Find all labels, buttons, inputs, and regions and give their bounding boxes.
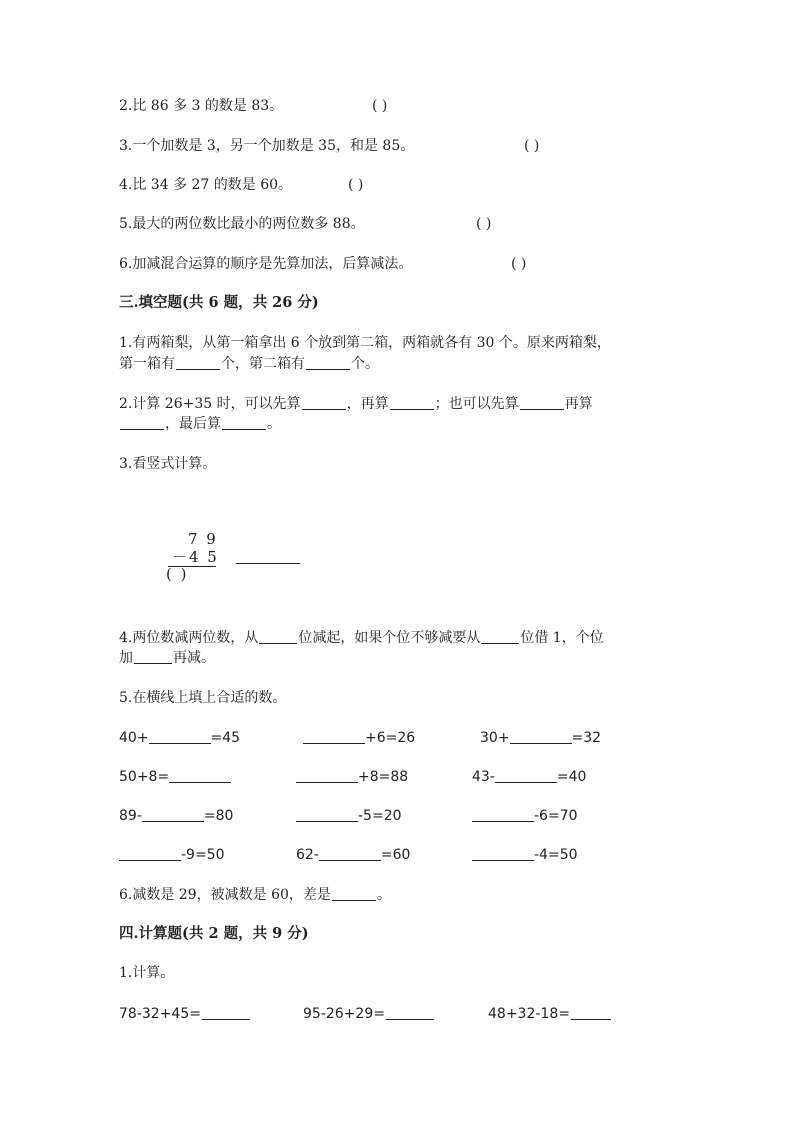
equation-cell: -6=70 bbox=[472, 806, 578, 826]
answer-blank[interactable] bbox=[303, 729, 365, 744]
equation-cell: 43- =40 bbox=[472, 769, 587, 785]
fill-q4-line2: 加 再减。 bbox=[119, 650, 215, 666]
section-3-title: 三.填空题(共 6 题，共 26 分) bbox=[119, 294, 319, 311]
judge-item-5: 5.最大的两位数比最小的两位数多 88。 bbox=[119, 216, 365, 232]
vertical-result-paren[interactable]: ( ) bbox=[166, 565, 189, 583]
equation-cell: +6=26 bbox=[303, 728, 415, 748]
equation-cell: 40+ =45 bbox=[119, 730, 241, 746]
fill-q1-line1: 1.有两箱梨，从第一箱拿出 6 个放到第二箱，两箱就各有 30 个。原来两箱梨， bbox=[119, 335, 611, 351]
answer-paren-3[interactable]: ( ) bbox=[524, 138, 540, 154]
answer-blank[interactable] bbox=[119, 846, 181, 861]
vertical-top-number: 7 9 bbox=[188, 530, 218, 548]
answer-blank[interactable] bbox=[472, 807, 534, 822]
answer-blank[interactable] bbox=[169, 768, 231, 783]
judge-item-6: 6.加减混合运算的顺序是先算加法，后算减法。 bbox=[119, 256, 413, 272]
answer-blank[interactable] bbox=[176, 355, 220, 370]
fill-q2-line2: ，最后算 。 bbox=[119, 414, 281, 434]
judge-item-4: 4.比 34 多 27 的数是 60。 bbox=[119, 177, 293, 193]
answer-blank[interactable] bbox=[386, 1005, 434, 1020]
answer-blank[interactable] bbox=[202, 1005, 250, 1020]
equation-cell: 50+8= bbox=[119, 767, 231, 787]
answer-paren-6[interactable]: ( ) bbox=[511, 256, 527, 272]
calc-expression: 78-32+45= bbox=[119, 1004, 251, 1024]
section-4-title: 四.计算题(共 2 题，共 9 分) bbox=[119, 925, 309, 942]
answer-blank[interactable] bbox=[472, 846, 534, 861]
answer-blank[interactable] bbox=[302, 395, 346, 410]
fill-q3-prompt: 3.看竖式计算。 bbox=[119, 456, 217, 472]
vertical-answer-blank[interactable] bbox=[236, 563, 300, 564]
answer-blank[interactable] bbox=[306, 355, 350, 370]
answer-blank[interactable] bbox=[495, 768, 557, 783]
equation-cell: 30+ =32 bbox=[480, 730, 602, 746]
equation-cell: 62- =60 bbox=[296, 847, 411, 863]
answer-blank[interactable] bbox=[571, 1005, 611, 1020]
answer-blank[interactable] bbox=[259, 629, 297, 644]
fill-q2-line1: 2.计算 26+35 时，可以先算 ，再算 ；也可以先算 再算 bbox=[119, 396, 593, 412]
answer-blank[interactable] bbox=[332, 886, 376, 901]
answer-blank[interactable] bbox=[520, 395, 564, 410]
judge-item-2: 2.比 86 多 3 的数是 83。 bbox=[119, 98, 284, 114]
equation-cell: 89- =80 bbox=[119, 808, 234, 824]
calc-q1-prompt: 1.计算。 bbox=[119, 965, 175, 981]
answer-blank[interactable] bbox=[296, 768, 358, 783]
answer-paren-5[interactable]: ( ) bbox=[476, 216, 492, 232]
answer-blank[interactable] bbox=[510, 729, 572, 744]
answer-paren-2[interactable]: ( ) bbox=[372, 98, 388, 114]
answer-blank[interactable] bbox=[319, 846, 381, 861]
answer-blank[interactable] bbox=[134, 649, 172, 664]
fill-q6: 6.减数是 29，被减数是 60，差是 。 bbox=[119, 887, 391, 903]
answer-blank[interactable] bbox=[149, 729, 211, 744]
answer-blank[interactable] bbox=[222, 415, 266, 430]
calc-expression: 48+32-18= bbox=[488, 1004, 612, 1024]
answer-blank[interactable] bbox=[481, 629, 519, 644]
fill-q4-line1: 4.两位数减两位数，从 位减起，如果个位不够减要从 位借 1，个位 bbox=[119, 630, 604, 646]
answer-blank[interactable] bbox=[296, 807, 358, 822]
equation-cell: +8=88 bbox=[296, 767, 408, 787]
answer-blank[interactable] bbox=[120, 415, 164, 430]
judge-item-3: 3.一个加数是 3，另一个加数是 35，和是 85。 bbox=[119, 138, 415, 154]
equation-cell: -9=50 bbox=[119, 845, 225, 865]
fill-q1-line2: 第一箱有 个，第二箱有 个。 bbox=[119, 356, 379, 372]
equation-cell: -4=50 bbox=[472, 845, 578, 865]
fill-q5-prompt: 5.在横线上填上合适的数。 bbox=[119, 690, 287, 706]
equation-cell: -5=20 bbox=[296, 806, 402, 826]
answer-blank[interactable] bbox=[390, 395, 434, 410]
answer-blank[interactable] bbox=[142, 807, 204, 822]
calc-expression: 95-26+29= bbox=[303, 1004, 435, 1024]
vertical-subtrahend: －4 5 bbox=[172, 548, 219, 566]
answer-paren-4[interactable]: ( ) bbox=[348, 177, 364, 193]
